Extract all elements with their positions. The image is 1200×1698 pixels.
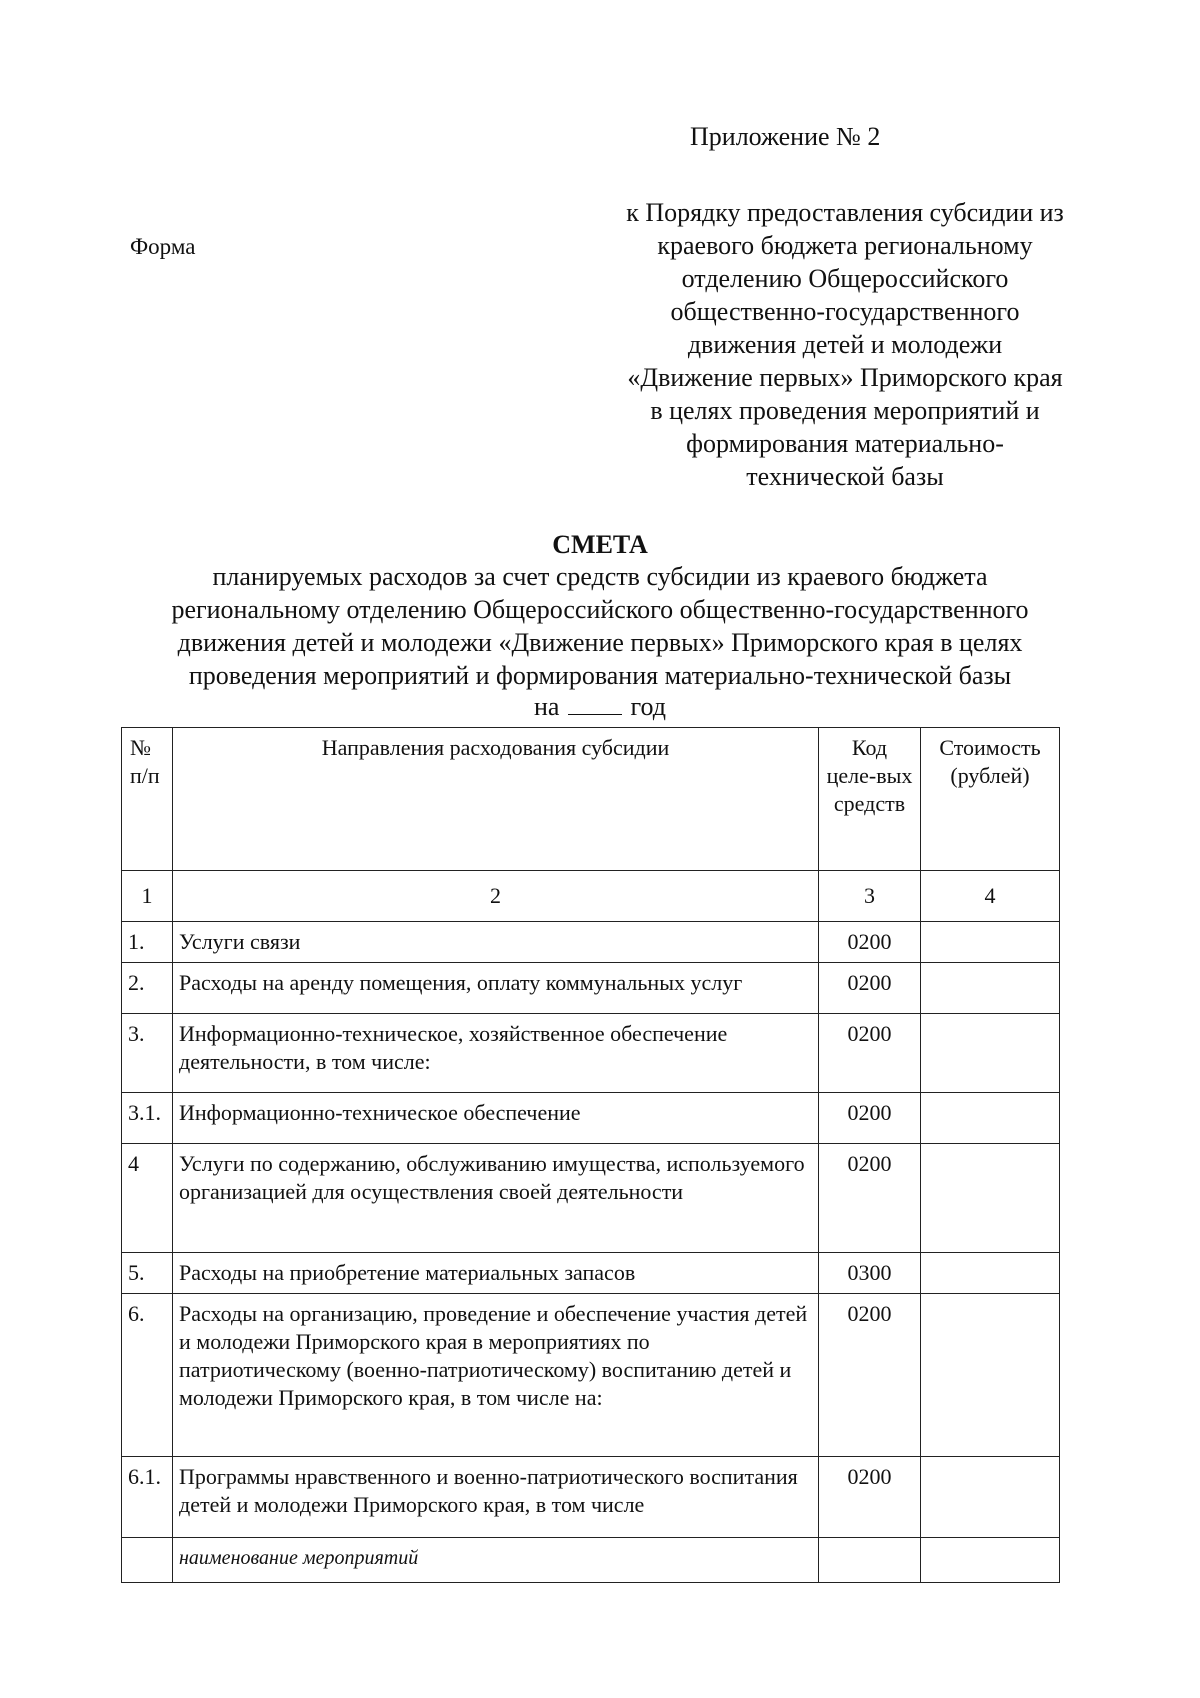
order-reference-line: отделению Общероссийского bbox=[681, 264, 1009, 293]
row-number bbox=[122, 1538, 173, 1583]
row-number: 3.1. bbox=[122, 1093, 173, 1144]
row-number: 6.1. bbox=[122, 1457, 173, 1538]
row-direction: Расходы на приобретение материальных запасов bbox=[173, 1253, 819, 1294]
row-code: 0200 bbox=[819, 963, 921, 1014]
year-blank-field[interactable] bbox=[568, 694, 622, 715]
row-code: 0200 bbox=[819, 1294, 921, 1457]
order-reference-line: «Движение первых» Приморского края bbox=[627, 363, 1063, 392]
year-suffix: год bbox=[630, 692, 666, 721]
header-number: № п/п bbox=[122, 728, 173, 871]
document-title: СМЕТА bbox=[552, 530, 648, 559]
order-reference-line: формирования материально- bbox=[686, 429, 1004, 458]
row-code: 0200 bbox=[819, 922, 921, 963]
header-direction: Направления расходования субсидии bbox=[173, 728, 819, 871]
subtitle-line: планируемых расходов за счет средств субсидии из краевого бюджета bbox=[212, 562, 988, 591]
header-code: Код целе-вых средств bbox=[819, 728, 921, 871]
estimate-table bbox=[121, 727, 1060, 1583]
document-subtitle bbox=[0, 560, 1200, 692]
row-number: 3. bbox=[122, 1014, 173, 1093]
table-row bbox=[122, 963, 1060, 1014]
table-row bbox=[122, 1014, 1060, 1093]
row-cost[interactable] bbox=[921, 1144, 1060, 1253]
row-cost[interactable] bbox=[921, 1014, 1060, 1093]
row-direction: Программы нравственного и военно-патриотического воспитания детей и молодежи Приморского края, в том числе bbox=[173, 1457, 819, 1538]
table-row bbox=[122, 1253, 1060, 1294]
row-direction: Услуги связи bbox=[173, 922, 819, 963]
row-number: 5. bbox=[122, 1253, 173, 1294]
row-cost[interactable] bbox=[921, 963, 1060, 1014]
form-label: Форма bbox=[130, 234, 196, 259]
row-number: 4 bbox=[122, 1144, 173, 1253]
order-reference-line: технической базы bbox=[746, 462, 944, 491]
column-index: 3 bbox=[819, 871, 921, 922]
year-prefix: на bbox=[534, 692, 560, 721]
row-number: 6. bbox=[122, 1294, 173, 1457]
appendix-title: Приложение № 2 bbox=[690, 122, 881, 151]
table-row bbox=[122, 1457, 1060, 1538]
subtitle-line: проведения мероприятий и формирования материально-технической базы bbox=[188, 661, 1012, 690]
row-direction: наименование мероприятий bbox=[173, 1538, 819, 1583]
row-cost[interactable] bbox=[921, 1253, 1060, 1294]
row-direction: Расходы на организацию, проведение и обеспечение участия детей и молодежи Приморского края в мероприятиях по патриотическому (военно-патриотическому) воспитанию детей и молодежи Приморского края, в том числе на: bbox=[173, 1294, 819, 1457]
row-cost[interactable] bbox=[921, 1093, 1060, 1144]
column-index: 4 bbox=[921, 871, 1060, 922]
row-direction: Услуги по содержанию, обслуживанию имущества, используемого организацией для осуществления своей деятельности bbox=[173, 1144, 819, 1253]
column-index-row bbox=[122, 871, 1060, 922]
row-cost[interactable] bbox=[921, 922, 1060, 963]
table-row bbox=[122, 1093, 1060, 1144]
row-number: 2. bbox=[122, 963, 173, 1014]
table-row bbox=[122, 1294, 1060, 1457]
row-code bbox=[819, 1538, 921, 1583]
column-index: 2 bbox=[173, 871, 819, 922]
table-header-row bbox=[122, 728, 1060, 871]
subtitle-line: движения детей и молодежи «Движение первых» Приморского края в целях bbox=[177, 628, 1023, 657]
row-code: 0200 bbox=[819, 1144, 921, 1253]
order-reference-line: общественно-государственного bbox=[670, 297, 1020, 326]
row-code: 0200 bbox=[819, 1093, 921, 1144]
table-row bbox=[122, 1538, 1060, 1583]
order-reference-line: движения детей и молодежи bbox=[687, 330, 1003, 359]
order-reference-line: к Порядку предоставления субсидии из bbox=[626, 198, 1064, 227]
row-direction: Информационно-техническое, хозяйственное обеспечение деятельности, в том числе: bbox=[173, 1014, 819, 1093]
order-reference-line: в целях проведения мероприятий и bbox=[650, 396, 1040, 425]
row-cost[interactable] bbox=[921, 1294, 1060, 1457]
order-reference bbox=[590, 196, 1100, 493]
row-cost[interactable] bbox=[921, 1457, 1060, 1538]
row-cost[interactable] bbox=[921, 1538, 1060, 1583]
column-index: 1 bbox=[122, 871, 173, 922]
subtitle-line: региональному отделению Общероссийского общественно-государственного bbox=[171, 595, 1029, 624]
row-direction: Расходы на аренду помещения, оплату коммунальных услуг bbox=[173, 963, 819, 1014]
year-line bbox=[0, 692, 1200, 722]
row-code: 0300 bbox=[819, 1253, 921, 1294]
order-reference-line: краевого бюджета региональному bbox=[657, 231, 1033, 260]
table-row bbox=[122, 1144, 1060, 1253]
row-code: 0200 bbox=[819, 1457, 921, 1538]
table-row bbox=[122, 922, 1060, 963]
row-code: 0200 bbox=[819, 1014, 921, 1093]
header-cost: Стоимость (рублей) bbox=[921, 728, 1060, 871]
row-number: 1. bbox=[122, 922, 173, 963]
row-direction: Информационно-техническое обеспечение bbox=[173, 1093, 819, 1144]
